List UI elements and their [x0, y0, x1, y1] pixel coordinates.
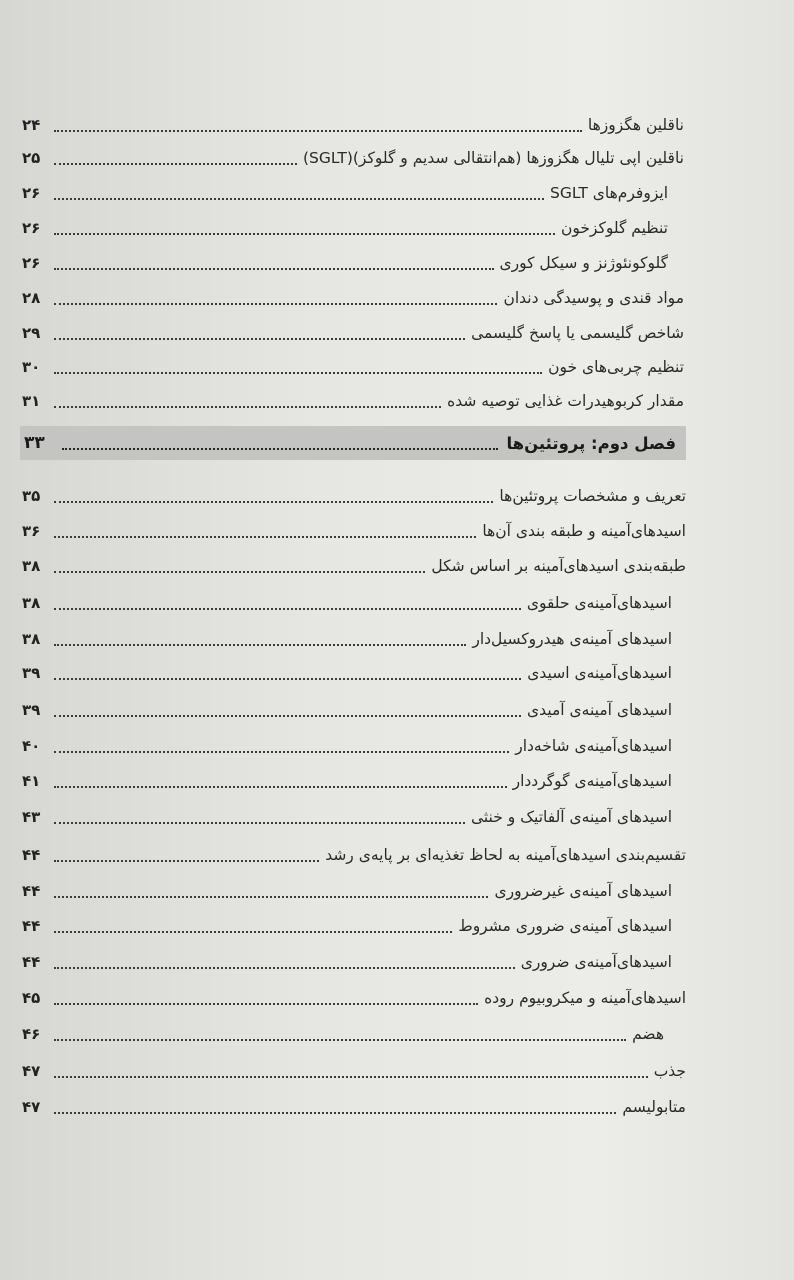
toc-entry-title: تعریف و مشخصات پروتئین‌ها: [499, 487, 686, 505]
toc-entry-page: ۳۸: [22, 630, 41, 648]
toc-entry-title: اسیدهای آمینه‌ی آلفاتیک و خنثی: [470, 808, 672, 826]
toc-entry-title: ایزوفرم‌های SGLT: [550, 184, 668, 202]
toc-entry-title: متابولیسم: [622, 1098, 686, 1116]
leader-dots: [54, 163, 297, 165]
toc-entry: [22, 213, 668, 243]
toc-entry-page: ۴۶: [22, 1025, 41, 1043]
toc-entry-title: شاخص گلیسمی یا پاسخ گلیسمی: [471, 324, 684, 342]
toc-entry-page: ۲۶: [22, 219, 41, 237]
leader-dots: [54, 130, 582, 132]
toc-entry-page: ۳۸: [22, 557, 41, 575]
toc-entry-page: ۲۴: [22, 116, 41, 134]
leader-dots: [54, 967, 515, 969]
toc-entry: [22, 481, 686, 511]
toc-entry-page: ۴۷: [22, 1062, 41, 1080]
toc-entry-title: اسیدهای‌آمینه و میکروبیوم روده: [484, 989, 686, 1007]
toc-entry-title: تقسیم‌بندی اسیدهای‌آمینه به لحاظ تغذیه‌ای بر پایه‌ی رشد: [325, 846, 686, 864]
toc-entry-page: ۴۴: [22, 846, 41, 864]
toc-entry: [22, 551, 686, 581]
leader-dots: [54, 608, 521, 610]
toc-entry-title: مواد قندی و پوسیدگی دندان: [503, 289, 684, 307]
toc-entry-page: ۳۶: [22, 522, 41, 540]
toc-entry: [22, 731, 672, 761]
chapter-heading: [20, 426, 686, 460]
leader-dots: [54, 896, 488, 898]
toc-entry-page: ۴۴: [22, 953, 41, 971]
leader-dots: [54, 786, 507, 788]
chapter-page: ۳۳: [24, 433, 45, 453]
toc-entry: [22, 588, 672, 618]
toc-entry: [22, 1092, 686, 1122]
toc-entry: [22, 695, 672, 725]
leader-dots: [54, 406, 441, 408]
toc-entry-title: اسیدهای‌آمینه‌ی گوگرددار: [512, 772, 672, 790]
toc-entry: [22, 911, 672, 941]
leader-dots: [54, 678, 521, 680]
toc-entry-title: اسیدهای‌آمینه‌ی ضروری: [520, 953, 672, 971]
toc-entry-page: ۳۱: [22, 392, 41, 410]
leader-dots: [54, 1039, 626, 1041]
toc-entry-page: ۲۶: [22, 184, 41, 202]
toc-entry-title: تنظیم چربی‌های خون: [548, 358, 684, 376]
toc-entry: [22, 840, 686, 870]
toc-entry-title: مقدار کربوهیدرات غذایی توصیه شده: [447, 392, 684, 410]
toc-entry-title: اسیدهای‌آمینه و طبقه بندی آن‌ها: [482, 522, 686, 540]
toc-entry-page: ۳۹: [22, 664, 41, 682]
toc-entry-title: گلوکونئوژنز و سیکل کوری: [499, 254, 668, 272]
toc-entry: [22, 947, 672, 977]
leader-dots: [54, 1003, 478, 1005]
toc-entry: [22, 876, 672, 906]
toc-entry-page: ۲۹: [22, 324, 41, 342]
leader-dots: [54, 501, 493, 503]
toc-entry-title: اسیدهای آمینه‌ی آمیدی: [527, 701, 672, 719]
toc-entry: [22, 1019, 664, 1049]
leader-dots: [54, 1112, 616, 1114]
toc-entry-title: جذب: [653, 1062, 686, 1080]
toc-entry-page: ۴۷: [22, 1098, 41, 1116]
toc-entry: [22, 766, 672, 796]
leader-dots: [62, 448, 498, 450]
toc-entry-page: ۲۶: [22, 254, 41, 272]
leader-dots: [54, 715, 521, 717]
toc-entry-title: طبقه‌بندی اسیدهای‌آمینه بر اساس شکل: [431, 557, 686, 575]
leader-dots: [54, 536, 476, 538]
toc-entry-page: ۴۳: [22, 808, 41, 826]
toc-entry: [22, 624, 672, 654]
toc-entry-title: اسیدهای آمینه‌ی ضروری مشروط: [458, 917, 672, 935]
leader-dots: [54, 860, 319, 862]
leader-dots: [54, 822, 465, 824]
toc-entry: [22, 802, 672, 832]
chapter-title: فصل دوم: پروتئین‌ها: [506, 433, 676, 453]
toc-entry-page: ۳۸: [22, 594, 41, 612]
toc-entry-page: ۳۹: [22, 701, 41, 719]
leader-dots: [54, 931, 452, 933]
toc-entry-page: ۴۱: [22, 772, 41, 790]
toc-entry: [22, 318, 684, 348]
toc-entry-page: ۴۰: [22, 737, 41, 755]
toc-entry-title: اسیدهای‌آمینه‌ی حلقوی: [526, 594, 672, 612]
toc-entry: [22, 352, 684, 382]
toc-entry-title: ناقلین اپی تلیال هگزوزها (هم‌انتقالی سدیم و گلوکز)(SGLT): [302, 149, 684, 167]
leader-dots: [54, 751, 509, 753]
toc-entry-page: ۴۵: [22, 989, 41, 1007]
leader-dots: [54, 338, 465, 340]
leader-dots: [54, 198, 544, 200]
toc-entry: [22, 386, 684, 416]
leader-dots: [54, 571, 425, 573]
toc-entry-title: اسیدهای‌آمینه‌ی شاخه‌دار: [515, 737, 672, 755]
toc-entry-title: هضم: [632, 1025, 664, 1043]
toc-entry-title: اسیدهای آمینه‌ی هیدروکسیل‌دار: [472, 630, 672, 648]
toc-entry-title: تنظیم گلوکزخون: [560, 219, 668, 237]
toc-entry: [22, 1056, 686, 1086]
leader-dots: [54, 268, 494, 270]
toc-entry: [22, 283, 684, 313]
toc-entry: [22, 110, 684, 140]
leader-dots: [54, 303, 497, 305]
leader-dots: [54, 1076, 648, 1078]
toc-entry-title: ناقلین هگزوزها: [587, 116, 684, 134]
leader-dots: [54, 372, 542, 374]
toc-entry: [22, 983, 686, 1013]
toc-entry-page: ۳۵: [22, 487, 41, 505]
toc-entry-page: ۲۵: [22, 149, 41, 167]
toc-entry: [22, 178, 668, 208]
toc-entry-title: اسیدهای‌آمینه‌ی اسیدی: [527, 664, 672, 682]
toc-entry-page: ۲۸: [22, 289, 41, 307]
toc-entry: [22, 516, 686, 546]
leader-dots: [54, 644, 466, 646]
toc-entry: [22, 248, 668, 278]
leader-dots: [54, 233, 555, 235]
toc-entry: [22, 143, 684, 173]
toc-entry-page: ۴۴: [22, 917, 41, 935]
toc-entry-title: اسیدهای آمینه‌ی غیرضروری: [494, 882, 672, 900]
toc-entry-page: ۴۴: [22, 882, 41, 900]
toc-entry: [22, 658, 672, 688]
toc-entry-page: ۳۰: [22, 358, 41, 376]
